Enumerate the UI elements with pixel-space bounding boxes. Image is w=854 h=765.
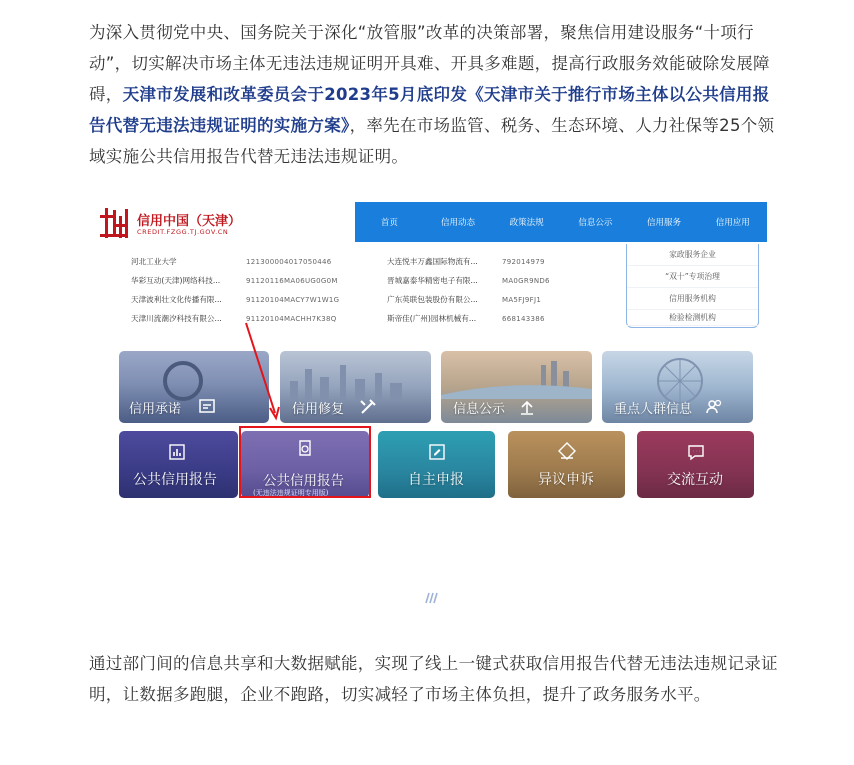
nav-credit-application[interactable]: 信用应用 <box>715 218 750 228</box>
highlight-frame <box>239 426 371 498</box>
intro-text-end: ，率先在市场监管、税务、生态环境、人力社保等25个领域实施公共信用报告代替无违法违规证明。 <box>89 116 775 166</box>
bar-chart-icon <box>167 442 187 462</box>
chat-bubble-icon <box>686 442 706 462</box>
article-paragraph-intro <box>89 17 779 172</box>
tile-sublabel: (无违法违规证明专用版) <box>253 489 329 497</box>
nav-credit-service[interactable]: 信用服务 <box>647 218 682 228</box>
list-item[interactable]: 斯帝佳(广州)园林机械有... 668143386 <box>387 314 545 323</box>
tile-label: 自主申报 <box>408 472 464 488</box>
main-nav <box>355 202 767 242</box>
list-item[interactable]: 晋城嘉泰华精密电子有限... MA0GR9ND6 <box>387 276 550 285</box>
list-item[interactable]: 天津波利壮文化传播有限... 91120104MACY7W1W1G <box>131 295 340 304</box>
list-item[interactable]: 天津川流潮汐科技有限公... 91120104MACHH7K38Q <box>131 314 337 323</box>
logo-domain: CREDIT.FZGG.TJ.GOV.CN <box>137 228 229 236</box>
website-screenshot <box>89 200 767 510</box>
tile-label: 公共信用报告 <box>263 473 344 489</box>
side-menu-item[interactable]: 检验检测机构 <box>627 310 758 326</box>
intro-emphasis: 天津市发展和改革委员会于2023年5月底印发《天津市关于推行市场主体以公共信用报告代替无违法违规证明的实施方案》 <box>89 85 770 135</box>
side-menu <box>626 244 759 328</box>
upload-icon <box>517 398 537 418</box>
nav-policies[interactable]: 政策法规 <box>509 218 544 228</box>
tile-self-declaration[interactable] <box>378 431 495 498</box>
buildings-icon <box>441 359 592 399</box>
people-icon <box>704 397 724 417</box>
side-menu-item[interactable]: “双十”专项治理 <box>627 266 758 288</box>
city-skyline-icon <box>280 361 431 401</box>
nav-disclosure[interactable]: 信息公示 <box>578 218 613 228</box>
logo-title: 信用中国（天津） <box>137 214 242 229</box>
intro-text: 为深入贯彻党中央、国务院关于深化“放管服”改革的决策部署，聚焦信用建设服务“十项行动”，切实解决市场主体无违法违规证明开具难、开具多难题，提高行政服务效能破除发展障碍， <box>89 23 770 104</box>
enterprise-list-right <box>387 252 550 328</box>
tile-label: 异议申诉 <box>538 472 594 488</box>
diamond-sign-icon <box>557 441 577 461</box>
tile-label: 信用修复 <box>292 402 345 417</box>
nav-credit-news[interactable]: 信用动态 <box>441 218 476 228</box>
enterprise-list-left <box>131 252 339 328</box>
tile-exchange-interaction[interactable] <box>637 431 754 498</box>
side-menu-item[interactable]: 家政服务企业 <box>627 244 758 266</box>
tile-label: 重点人群信息 <box>614 402 693 417</box>
side-menu-item[interactable]: 信用服务机构 <box>627 288 758 310</box>
list-item[interactable]: 华彩互动(天津)网络科技... 91120116MA06UG0G0M <box>131 276 338 285</box>
tile-label: 信息公示 <box>453 402 506 417</box>
list-item[interactable]: 大连悦丰万鑫国际物流有... 792014979 <box>387 257 545 266</box>
commitment-icon <box>197 397 217 417</box>
tile-public-credit-report[interactable] <box>119 431 238 498</box>
credit-china-logo-icon <box>99 206 131 240</box>
tile-label: 信用承诺 <box>129 402 182 417</box>
tile-credit-repair[interactable] <box>280 351 431 423</box>
site-header <box>89 200 767 244</box>
tile-key-groups[interactable] <box>602 351 753 423</box>
list-item[interactable]: 广东英联包装股份有限公... MA5FJ9FJ1 <box>387 295 542 304</box>
edit-document-icon <box>427 442 447 462</box>
wrench-icon <box>358 397 378 417</box>
tile-credit-commitment[interactable] <box>119 351 269 423</box>
tile-label: 交流互动 <box>667 472 723 488</box>
tile-label: 公共信用报告 <box>133 472 217 488</box>
list-item[interactable]: 河北工业大学 121300004017050446 <box>131 257 332 266</box>
article-paragraph-summary: 通过部门间的信息共享和大数据赋能，实现了线上一键式获取信用报告代替无违法违规记录证明，让数据多跑腿，企业不跑路，切实减轻了市场主体负担，提升了政务服务水平。 <box>89 654 778 704</box>
tile-objection-appeal[interactable] <box>508 431 625 498</box>
loading-icon <box>424 592 438 604</box>
tile-info-disclosure[interactable] <box>441 351 592 423</box>
nav-home[interactable]: 首页 <box>380 218 398 228</box>
site-logo[interactable] <box>99 206 269 240</box>
